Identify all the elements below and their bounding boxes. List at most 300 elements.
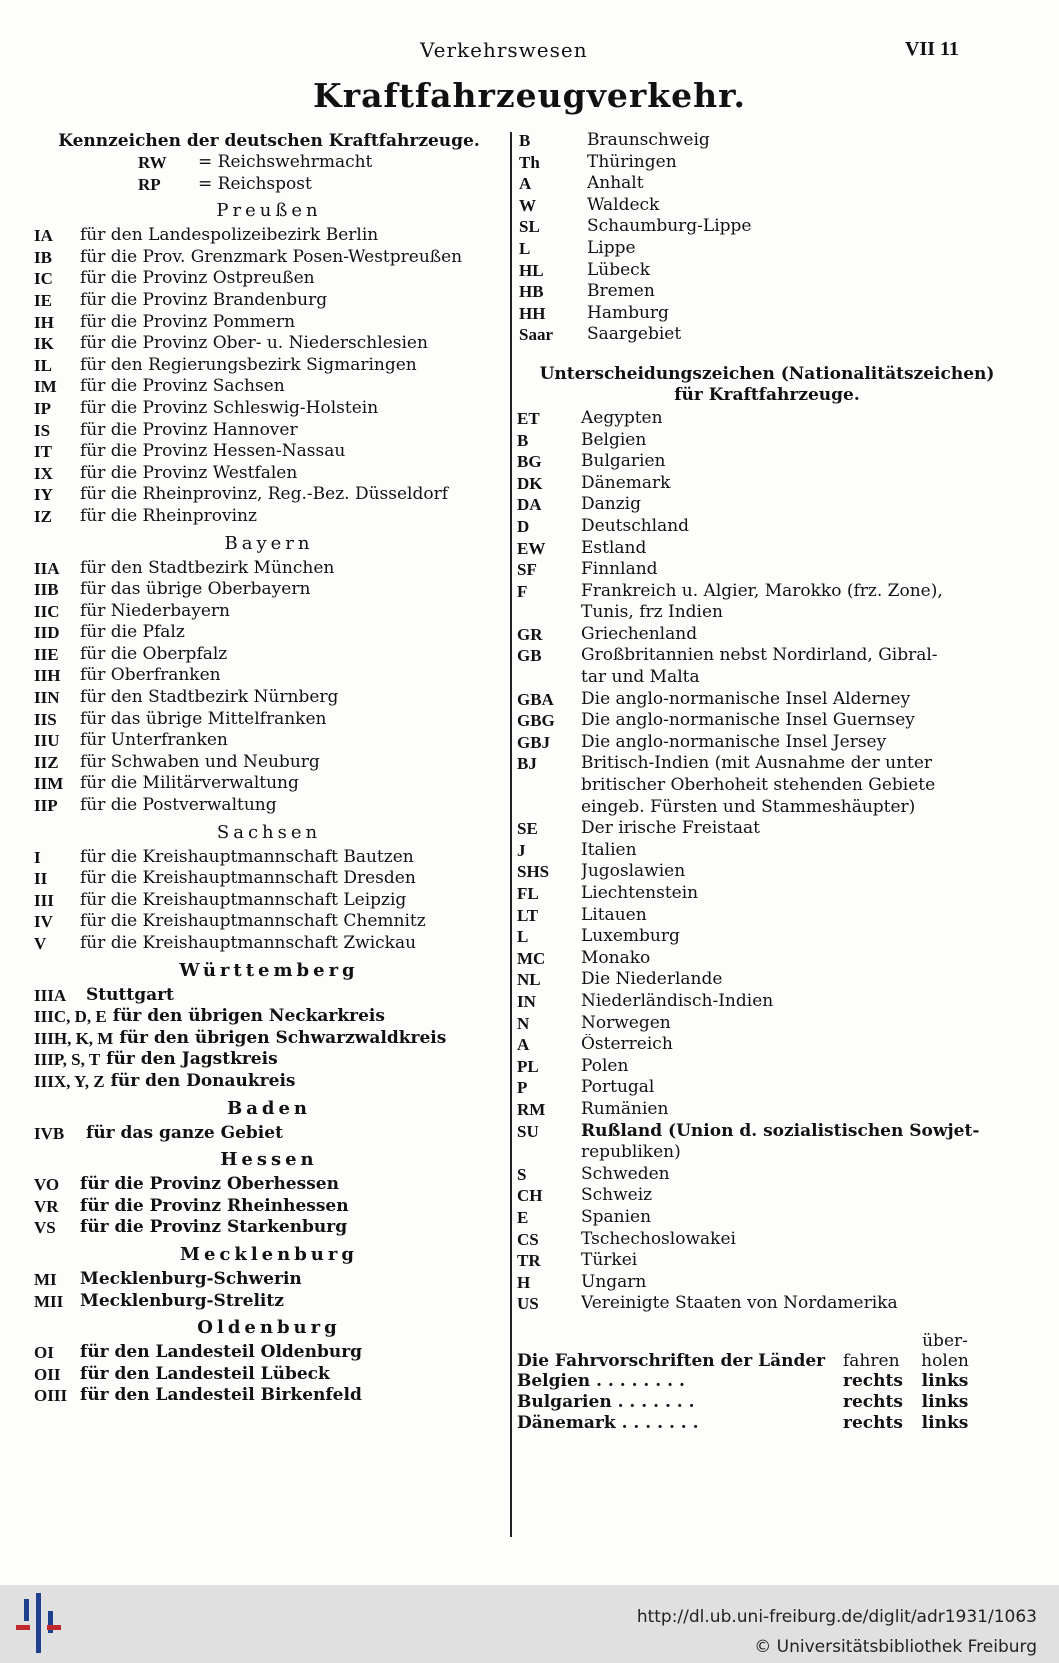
code-label: IIM [34,774,64,794]
list-item [517,1099,1017,1121]
list-item [517,1229,1017,1251]
code-description: für die Provinz Pommern [80,311,296,332]
code-description: Rußland (Union d. sozialistischen Sowjet- [581,1120,980,1141]
code-label: SU [517,1121,539,1141]
code-label: BJ [517,754,537,774]
code-label: IB [34,247,52,267]
code-label: III [34,890,54,910]
code-description: Schweiz [581,1185,653,1206]
list-item [34,290,504,312]
code-description: für die Provinz Brandenburg [80,289,328,310]
code-label: LT [517,905,539,925]
code-description: Bulgarien [581,451,666,472]
list-item-continuation [517,602,1017,624]
code-description: Der irische Freistaat [581,818,760,839]
code-label: BG [517,452,542,472]
list-item [34,1217,504,1239]
list-item [517,1056,1017,1078]
code-label: W [519,195,536,215]
code-description: für die Militärverwaltung [80,773,299,794]
code-description: für die Provinz Ostpreußen [80,268,315,289]
code-label: IY [34,485,53,505]
code-description: britischer Oberhoheit stehenden Gebiete [581,775,936,796]
running-title: Verkehrswesen [420,38,588,62]
code-label: SHS [517,862,550,882]
library-logo-icon [14,1591,66,1657]
list-item [34,687,504,709]
code-description: für das übrige Mittelfranken [80,708,327,729]
state-section [34,530,504,817]
code-description: Tschechoslowakei [581,1228,736,1249]
code-label: IH [34,312,54,332]
list-item [34,709,504,731]
code-description: republiken) [581,1142,681,1163]
code-label: ET [517,408,540,428]
code-description: Norwegen [581,1012,671,1033]
code-label: VO [34,1175,60,1195]
indent-spacer [517,1142,581,1164]
code-description: Ungarn [581,1271,647,1292]
code-description: Die Niederlande [581,969,723,990]
code-description: für den Landesteil Birkenfeld [80,1385,362,1406]
code-description: für die Kreishauptmannschaft Chemnitz [80,911,426,932]
state-heading: Baden [226,1097,311,1119]
code-description: Waldeck [587,194,660,215]
code-description: Frankreich u. Algier, Marokko (frz. Zone), [581,580,943,601]
driving-rules-table [517,1371,1017,1434]
code-description: für die Prov. Grenzmark Posen-Westpreußen [80,246,463,267]
state-heading: Oldenburg [197,1317,341,1339]
code-label: IA [34,226,53,246]
list-item [34,730,504,752]
code-description: für die Kreishauptmannschaft Bautzen [80,846,414,867]
list-item [517,173,1017,195]
code-description: für das ganze Gebiet [86,1122,283,1143]
code-label: MC [517,948,546,968]
code-description: Portugal [581,1077,655,1098]
code-description: Finnland [581,559,658,580]
code-description: Rumänien [581,1098,669,1119]
code-label: MI [34,1269,57,1289]
code-label: IC [34,269,53,289]
list-item-continuation [517,667,1017,689]
list-item [517,260,1017,282]
code-description: für den Stadtbezirk Nürnberg [80,687,339,708]
code-description: für die Postverwaltung [80,795,277,816]
heading-line-1: Unterscheidungszeichen (Nationalitätszeichen) [539,363,995,384]
list-item [34,441,504,463]
list-item [517,216,1017,238]
code-description: für die Rheinprovinz [80,505,257,526]
code-label: SL [519,217,540,237]
code-label: IIIP, S, T [34,1050,101,1070]
code-description: für die Pfalz [80,622,185,643]
table-cell-overtake: links [921,1370,969,1391]
list-item: RP = Reichspost [138,173,312,194]
table-cell-drive: rechts [843,1412,903,1433]
list-item [517,516,1017,538]
list-item [517,710,1017,732]
code-description: Monako [581,947,651,968]
code-description: Thüringen [587,151,677,172]
list-item [517,130,1017,152]
list-item [517,152,1017,174]
code-label: OII [34,1364,61,1384]
code-description: für die Oberpfalz [80,643,228,664]
list-item [517,689,1017,711]
list-item [34,795,504,817]
list-item [517,238,1017,260]
code-label: IIE [34,644,59,664]
code-label: II [34,869,48,889]
code-description: für den Stadtbezirk München [80,557,335,578]
code-description: Die anglo-normanische Insel Jersey [581,731,887,752]
code-description: Saargebiet [587,324,682,345]
code-label: IVB [34,1123,65,1143]
code-label: IIZ [34,752,59,772]
code-label: NL [517,970,541,990]
code-description: für den Jagstkreis [106,1049,278,1070]
list-item [517,861,1017,883]
list-item [517,281,1017,303]
code-description: Österreich [581,1034,673,1055]
code-description: für die Provinz Hessen-Nassau [80,441,346,462]
list-item [34,933,504,955]
column-divider [510,132,512,1537]
code-label: IIS [34,709,57,729]
table-cell-country: Dänemark . . . . . . . [517,1412,699,1433]
list-item [34,1123,504,1145]
list-item [517,732,1017,754]
code-description: Polen [581,1055,629,1076]
code-description: Großbritannien nebst Nordirland, Gibral- [581,645,938,666]
list-item [517,1272,1017,1294]
code-label: HB [519,282,544,302]
list-item [34,420,504,442]
code-description: Litauen [581,904,647,925]
code-label: MII [34,1291,64,1311]
table-cell-drive: rechts [843,1370,903,1391]
section-oldenburg [34,1314,504,1407]
code-description: für Niederbayern [80,600,230,621]
code-label: OI [34,1343,54,1363]
list-item [34,1028,504,1050]
footer-bar [0,1585,1059,1663]
code-description: Schaumburg-Lippe [587,216,752,237]
code-description: für das übrige Oberbayern [80,579,311,600]
state-codes-list [517,130,1017,346]
code-description: für Unterfranken [80,730,228,751]
list-item [34,868,504,890]
code-label: B [517,430,529,450]
list-item [517,430,1017,452]
code-description: Hamburg [587,302,669,323]
list-item [34,506,504,528]
code-description: für die Provinz Ober- u. Niederschlesien [80,333,428,354]
code-description: für die Provinz Sachsen [80,376,285,397]
code-description: Vereinigte Staaten von Nordamerika [581,1293,898,1314]
code-label: IN [517,991,536,1011]
code-label: IIU [34,731,60,751]
list-item [34,773,504,795]
list-item [34,398,504,420]
list-item [517,1293,1017,1315]
list-item [517,1164,1017,1186]
code-description: für die Provinz Westfalen [80,462,298,483]
code-description: für die Kreishauptmannschaft Dresden [80,868,416,889]
col-country: Die Fahrvorschriften der Länder [517,1350,826,1371]
list-item [517,1250,1017,1272]
running-header [0,38,1059,68]
list-item [34,268,504,290]
section-wuerttemberg [34,957,504,1093]
code-label: A [519,174,532,194]
list-item [517,451,1017,473]
list-item [517,905,1017,927]
code-description: Türkei [581,1250,638,1271]
list-item [34,847,504,869]
section-hessen [34,1146,504,1239]
code-label: IIB [34,580,59,600]
code-label: J [517,840,526,860]
code-label: RM [517,1099,546,1119]
code-description: Italien [581,839,637,860]
code-description: Spanien [581,1206,652,1227]
list-item [34,601,504,623]
code-label: IIN [34,688,60,708]
table-row [517,1392,1017,1413]
code-label: S [517,1164,527,1184]
code-label: H [517,1272,531,1292]
list-item [517,559,1017,581]
state-heading: Sachsen [216,821,322,843]
indent-spacer [517,797,581,819]
code-label: GBJ [517,732,551,752]
right-column [517,130,1017,1434]
nationality-signs-heading [517,364,1017,406]
code-label: SE [517,819,538,839]
driving-rules-header [517,1331,1017,1371]
code-description: Dänemark [581,472,671,493]
code-description: für die Provinz Rheinhessen [80,1195,349,1216]
table-row [517,1371,1017,1392]
code-description: Braunschweig [587,130,710,150]
code-label: IL [34,355,52,375]
list-item [517,473,1017,495]
code-label: CH [517,1186,543,1206]
list-item [517,624,1017,646]
code-label: CS [517,1229,539,1249]
table-row [517,1413,1017,1434]
list-item [34,579,504,601]
code-label: L [517,927,529,947]
code-label: IIA [34,558,60,578]
code-label: IM [34,377,57,397]
col-overtake: über-holen [921,1330,969,1371]
state-section [34,197,504,527]
code-label: HH [519,303,546,323]
table-cell-overtake: links [921,1412,969,1433]
state-heading: Bayern [224,532,314,554]
code-label: HL [519,260,544,280]
state-section [34,819,504,955]
code-label: IT [34,442,52,462]
code-description: für den Donaukreis [110,1070,296,1091]
list-item-continuation [517,1142,1017,1164]
page-title: Kraftfahrzeugverkehr. [313,76,746,115]
list-item [34,752,504,774]
code-label: IV [34,912,53,932]
code-description: tar und Malta [581,667,700,688]
code-description: für die Provinz Schleswig-Holstein [80,397,379,418]
code-label: IZ [34,506,52,526]
german-plates-heading: Kennzeichen der deutschen Kraftfahrzeuge. [58,131,480,151]
list-item [517,991,1017,1013]
code-label: OIII [34,1386,68,1406]
list-item [517,1185,1017,1207]
list-item [517,1207,1017,1229]
code-description: Griechenland [581,623,698,644]
state-heading: Preußen [216,200,322,222]
code-label: VS [34,1218,56,1238]
list-item [34,1071,504,1093]
list-item [517,645,1017,667]
table-cell-overtake: links [921,1391,969,1412]
source-link[interactable]: http://dl.ub.uni-freiburg.de/diglit/adr1931/1063 [636,1607,1037,1627]
list-item [34,985,504,1007]
code-label: GR [517,624,543,644]
list-item [34,1006,504,1028]
code-description: Mecklenburg-Strelitz [80,1290,284,1311]
list-item [34,890,504,912]
code-description: Mecklenburg-Schwerin [80,1268,302,1289]
state-heading: Hessen [220,1149,318,1171]
code-label: IE [34,290,52,310]
list-item [517,408,1017,430]
list-item: RW = Reichswehrmacht [138,152,373,172]
code-label: EW [517,538,546,558]
indent-spacer [517,602,581,624]
code-description: Lübeck [587,259,651,280]
page-number: VII 11 [905,38,959,60]
list-item [517,1034,1017,1056]
code-label: GBA [517,689,554,709]
list-item [34,1049,504,1071]
state-sections [34,197,504,954]
table-cell-country: Belgien . . . . . . . . [517,1370,685,1391]
list-item [517,818,1017,840]
code-description: Deutschland [581,515,690,536]
list-item-continuation [517,797,1017,819]
list-item [34,312,504,334]
code-label: IIP [34,796,58,816]
list-item [517,1013,1017,1035]
code-label: IX [34,463,53,483]
special-codes [34,152,504,195]
code-label: IID [34,623,60,643]
section-baden [34,1095,504,1145]
code-label: TR [517,1251,541,1271]
code-label: Th [519,152,540,172]
list-item [34,665,504,687]
list-item [517,1077,1017,1099]
code-description: für die Provinz Oberhessen [80,1174,339,1195]
list-item [34,376,504,398]
code-label: DA [517,495,542,515]
code-description: Die anglo-normanische Insel Alderney [581,688,911,709]
list-item [34,247,504,269]
code-description: Die anglo-normanische Insel Guernsey [581,710,915,731]
code-description: Bremen [587,281,655,302]
code-description: Liechtenstein [581,883,699,903]
list-item [34,558,504,580]
code-description: Aegypten [581,407,663,428]
code-label: US [517,1294,539,1314]
code-description: Schweden [581,1163,670,1184]
code-label: SF [517,560,537,580]
code-label: IIIC, D, E [34,1007,107,1027]
list-item [34,1364,504,1386]
code-description: Stuttgart [86,984,174,1005]
code-description: eingeb. Fürsten und Stammeshäupter) [581,796,916,817]
code-description: Luxemburg [581,926,680,947]
code-label: I [34,847,41,867]
list-item [517,926,1017,948]
list-item [34,1342,504,1364]
code-description: Lippe [587,237,636,258]
code-label: IIH [34,666,61,686]
list-item-continuation [517,775,1017,797]
list-item [517,948,1017,970]
state-heading: Mecklenburg [180,1243,358,1265]
list-item [517,195,1017,217]
code-description: Niederländisch-Indien [581,990,774,1011]
code-label: F [517,581,528,601]
table-cell-country: Bulgarien . . . . . . . [517,1391,695,1412]
list-item [517,969,1017,991]
list-item [34,1269,504,1291]
code-label: E [517,1207,529,1227]
code-description: für den übrigen Schwarzwaldkreis [119,1027,447,1048]
indent-spacer [517,775,581,797]
col-drive: fahren [843,1350,900,1371]
code-description: Jugoslawien [581,861,686,882]
code-description: Anhalt [587,173,644,194]
list-item [517,1121,1017,1143]
code-label: IIIH, K, M [34,1028,114,1048]
code-label: IIIA [34,985,67,1005]
list-item [34,1196,504,1218]
list-item [34,333,504,355]
list-item [517,538,1017,560]
code-label: IS [34,420,51,440]
code-label: IP [34,398,51,418]
list-item [517,324,1017,346]
list-item [34,1291,504,1313]
copyright-text: © Universitätsbibliothek Freiburg [754,1637,1037,1657]
code-label: VR [34,1196,59,1216]
code-label: B [519,131,531,150]
section-mecklenburg [34,1241,504,1312]
code-label: FL [517,884,539,903]
list-item [34,355,504,377]
list-item [517,753,1017,775]
code-description: für den Landespolizeibezirk Berlin [80,225,379,246]
code-description: für die Rheinprovinz, Reg.-Bez. Düsseldorf [80,484,449,505]
indent-spacer [517,667,581,689]
list-item [517,303,1017,325]
code-label: GB [517,646,542,666]
